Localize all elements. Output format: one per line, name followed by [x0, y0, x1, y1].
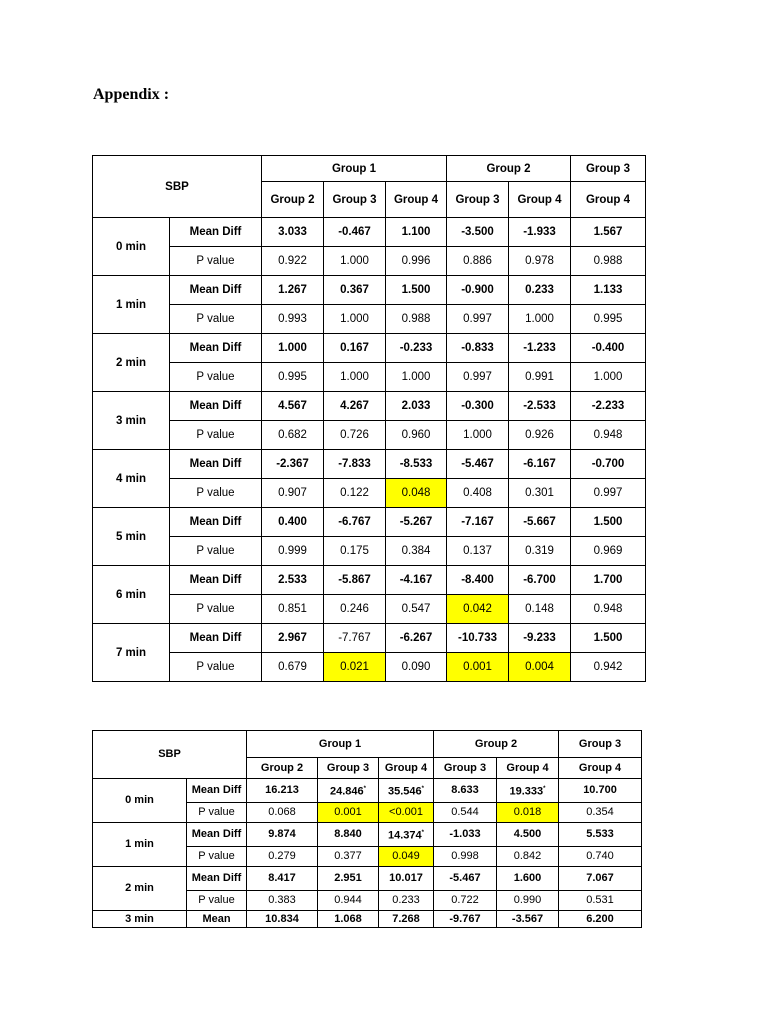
subgroup-header: Group 2 — [262, 182, 324, 218]
significance-marker: * — [543, 785, 546, 792]
mean-diff-cell — [318, 823, 379, 847]
mean-diff-cell — [559, 911, 642, 928]
mean-diff-value: 6.200 — [586, 912, 614, 925]
subgroup-header: Group 2 — [247, 758, 318, 779]
mean-diff-value: 7.268 — [392, 912, 420, 925]
p-value-cell: 0.377 — [318, 847, 379, 867]
p-value-cell: 0.942 — [571, 653, 646, 682]
metric-label: Mean Diff — [170, 508, 262, 537]
table-corner: SBP — [93, 731, 247, 779]
subgroup-header: Group 3 — [447, 182, 509, 218]
mean-diff-value: 10.700 — [583, 784, 617, 796]
mean-diff-cell — [318, 779, 379, 803]
p-value-cell: 0.907 — [262, 479, 324, 508]
metric-label: P value — [170, 247, 262, 276]
mean-diff-cell — [434, 779, 497, 803]
metric-label: Mean Diff — [170, 218, 262, 247]
metric-label: Mean Diff — [187, 867, 247, 891]
time-label: 4 min — [93, 450, 170, 508]
subgroup-header: Group 3 — [434, 758, 497, 779]
mean-diff-cell — [497, 867, 559, 891]
mean-diff-value: 9.874 — [268, 828, 296, 840]
mean-diff-cell: -0.300 — [447, 392, 509, 421]
table-row — [93, 276, 646, 305]
mean-diff-cell: 4.567 — [262, 392, 324, 421]
mean-diff-cell: -5.867 — [324, 566, 386, 595]
p-value-cell: 0.997 — [447, 305, 509, 334]
mean-diff-cell: -5.267 — [386, 508, 447, 537]
time-label: 2 min — [93, 867, 187, 911]
table-row — [93, 537, 646, 566]
p-value-cell: 0.354 — [559, 803, 642, 823]
mean-diff-value: 8.633 — [451, 784, 479, 796]
group-header: Group 2 — [447, 156, 571, 182]
metric-label: P value — [170, 595, 262, 624]
metric-label: P value — [170, 305, 262, 334]
mean-diff-cell: 0.367 — [324, 276, 386, 305]
time-label: 1 min — [93, 276, 170, 334]
mean-diff-cell — [434, 911, 497, 928]
p-value-cell: 0.175 — [324, 537, 386, 566]
mean-diff-value: 10.017 — [389, 872, 423, 884]
table-row — [93, 421, 646, 450]
subgroup-header: Group 3 — [324, 182, 386, 218]
time-label: 6 min — [93, 566, 170, 624]
metric-label: Mean Diff — [170, 276, 262, 305]
table-row — [93, 247, 646, 276]
p-value-cell: 0.544 — [434, 803, 497, 823]
p-value-cell: 0.993 — [262, 305, 324, 334]
mean-diff-value: -9.767 — [449, 912, 481, 925]
table-row — [93, 450, 646, 479]
time-label: 5 min — [93, 508, 170, 566]
mean-diff-cell — [379, 823, 434, 847]
mean-diff-cell — [379, 867, 434, 891]
mean-diff-cell: -8.533 — [386, 450, 447, 479]
p-value-cell: 0.978 — [509, 247, 571, 276]
table-row — [93, 624, 646, 653]
mean-diff-cell — [247, 779, 318, 803]
time-label: 3 min — [93, 911, 187, 928]
mean-diff-cell: -10.733 — [447, 624, 509, 653]
mean-diff-value: 35.546 — [388, 785, 422, 798]
mean-diff-cell: 1.500 — [571, 624, 646, 653]
metric-label: Mean Diff — [170, 624, 262, 653]
time-label: 0 min — [93, 779, 187, 823]
p-value-cell: 0.926 — [509, 421, 571, 450]
table-row — [93, 508, 646, 537]
mean-diff-cell — [497, 823, 559, 847]
p-value-cell: 0.886 — [447, 247, 509, 276]
p-value-cell: 0.722 — [434, 891, 497, 911]
p-value-cell: 0.999 — [262, 537, 324, 566]
subgroup-header: Group 3 — [318, 758, 379, 779]
group-header: Group 2 — [434, 731, 559, 758]
mean-diff-cell — [379, 779, 434, 803]
subgroup-header: Group 4 — [379, 758, 434, 779]
mean-diff-cell: -7.833 — [324, 450, 386, 479]
p-value-cell: 0.998 — [434, 847, 497, 867]
mean-diff-value: -5.467 — [449, 872, 481, 884]
metric-label: Mean Diff — [170, 392, 262, 421]
p-value-cell: 0.001 — [447, 653, 509, 682]
mean-diff-cell: -2.233 — [571, 392, 646, 421]
p-value-cell: 0.049 — [379, 847, 434, 867]
mean-diff-cell — [247, 823, 318, 847]
metric-label: P value — [170, 421, 262, 450]
mean-diff-value: 7.067 — [586, 872, 614, 884]
table-row — [93, 218, 646, 247]
p-value-cell: 0.408 — [447, 479, 509, 508]
p-value-cell: 0.996 — [386, 247, 447, 276]
p-value-cell: 0.922 — [262, 247, 324, 276]
mean-diff-value: 16.213 — [265, 784, 299, 796]
p-value-cell: 1.000 — [324, 247, 386, 276]
mean-diff-value: 1.068 — [334, 912, 362, 925]
table-row — [93, 867, 642, 891]
table-row — [93, 363, 646, 392]
mean-diff-cell: 1.500 — [571, 508, 646, 537]
mean-diff-cell: -6.167 — [509, 450, 571, 479]
p-value-cell: 0.018 — [497, 803, 559, 823]
group-header: Group 1 — [247, 731, 434, 758]
mean-diff-cell: 2.533 — [262, 566, 324, 595]
metric-label: Mean — [187, 911, 247, 928]
p-value-cell: 0.842 — [497, 847, 559, 867]
mean-diff-cell — [247, 911, 318, 928]
p-value-cell: 0.991 — [509, 363, 571, 392]
mean-diff-value: 4.500 — [513, 828, 542, 840]
p-value-cell: 0.988 — [386, 305, 447, 334]
table-row — [93, 595, 646, 624]
mean-diff-value: -3.567 — [511, 912, 544, 925]
p-value-cell: 0.279 — [247, 847, 318, 867]
metric-label: Mean Diff — [170, 566, 262, 595]
p-value-cell: 0.851 — [262, 595, 324, 624]
mean-diff-cell: 1.700 — [571, 566, 646, 595]
p-value-cell: 0.068 — [247, 803, 318, 823]
p-value-cell: 1.000 — [447, 421, 509, 450]
metric-label: P value — [170, 363, 262, 392]
mean-diff-cell: -8.400 — [447, 566, 509, 595]
mean-diff-cell — [497, 779, 559, 803]
mean-diff-value: 19.333 — [509, 785, 544, 798]
mean-diff-cell: -3.500 — [447, 218, 509, 247]
mean-diff-cell: 1.267 — [262, 276, 324, 305]
table-corner: SBP — [93, 156, 262, 218]
mean-diff-cell — [434, 823, 497, 847]
mean-diff-cell — [497, 911, 559, 928]
time-label: 1 min — [93, 823, 187, 867]
time-label: 3 min — [93, 392, 170, 450]
p-value-cell: 0.001 — [318, 803, 379, 823]
mean-diff-cell — [559, 823, 642, 847]
mean-diff-cell: -6.700 — [509, 566, 571, 595]
p-value-cell: 0.995 — [571, 305, 646, 334]
p-value-cell: 0.682 — [262, 421, 324, 450]
mean-diff-value: 8.840 — [334, 828, 362, 840]
mean-diff-cell: 2.033 — [386, 392, 447, 421]
metric-label: P value — [170, 479, 262, 508]
p-value-cell: 1.000 — [509, 305, 571, 334]
metric-label: P value — [187, 891, 247, 911]
metric-label: P value — [187, 847, 247, 867]
metric-label: P value — [170, 653, 262, 682]
mean-diff-cell: -2.367 — [262, 450, 324, 479]
mean-diff-value: 24.846 — [330, 785, 364, 798]
metric-label: Mean Diff — [187, 823, 247, 847]
mean-diff-cell — [247, 867, 318, 891]
p-value-cell: 0.383 — [247, 891, 318, 911]
mean-diff-cell: -4.167 — [386, 566, 447, 595]
group-header: Group 3 — [571, 156, 646, 182]
table-row — [93, 823, 642, 847]
sbp-table-2 — [92, 730, 642, 928]
subgroup-header: Group 4 — [509, 182, 571, 218]
mean-diff-cell: -0.233 — [386, 334, 447, 363]
mean-diff-cell — [318, 867, 379, 891]
mean-diff-value: 1.600 — [513, 872, 542, 884]
mean-diff-cell: 0.233 — [509, 276, 571, 305]
p-value-cell: 0.004 — [509, 653, 571, 682]
mean-diff-cell: -1.933 — [509, 218, 571, 247]
mean-diff-cell: -5.667 — [509, 508, 571, 537]
p-value-cell: 0.679 — [262, 653, 324, 682]
p-value-cell: 0.997 — [571, 479, 646, 508]
subgroup-header: Group 4 — [497, 758, 559, 779]
table-row — [93, 779, 642, 803]
mean-diff-value: 2.951 — [334, 872, 362, 884]
significance-marker: * — [363, 785, 366, 792]
significance-marker: * — [421, 829, 424, 836]
p-value-cell: 0.246 — [324, 595, 386, 624]
p-value-cell: 0.531 — [559, 891, 642, 911]
mean-diff-value: 8.417 — [268, 872, 296, 884]
mean-diff-cell — [559, 779, 642, 803]
time-label: 0 min — [93, 218, 170, 276]
p-value-cell: 1.000 — [324, 305, 386, 334]
group-header: Group 3 — [559, 731, 642, 758]
sbp-table-1 — [92, 155, 646, 682]
mean-diff-cell: -9.233 — [509, 624, 571, 653]
p-value-cell: <0.001 — [379, 803, 434, 823]
mean-diff-value: 10.834 — [265, 912, 299, 925]
mean-diff-cell: -1.233 — [509, 334, 571, 363]
p-value-cell: 0.948 — [571, 595, 646, 624]
subgroup-header: Group 4 — [386, 182, 447, 218]
p-value-cell: 1.000 — [571, 363, 646, 392]
p-value-cell: 0.740 — [559, 847, 642, 867]
p-value-cell: 0.233 — [379, 891, 434, 911]
mean-diff-cell — [379, 911, 434, 928]
p-value-cell: 0.726 — [324, 421, 386, 450]
p-value-cell: 0.122 — [324, 479, 386, 508]
table-row — [93, 653, 646, 682]
p-value-cell: 0.148 — [509, 595, 571, 624]
p-value-cell: 0.137 — [447, 537, 509, 566]
p-value-cell: 0.021 — [324, 653, 386, 682]
p-value-cell: 0.969 — [571, 537, 646, 566]
metric-label: Mean Diff — [170, 334, 262, 363]
p-value-cell: 0.960 — [386, 421, 447, 450]
p-value-cell: 0.944 — [318, 891, 379, 911]
p-value-cell: 0.319 — [509, 537, 571, 566]
time-label: 7 min — [93, 624, 170, 682]
table-row — [93, 479, 646, 508]
mean-diff-cell: -5.467 — [447, 450, 509, 479]
metric-label: P value — [170, 537, 262, 566]
mean-diff-cell — [559, 867, 642, 891]
p-value-cell: 0.988 — [571, 247, 646, 276]
mean-diff-cell: 1.133 — [571, 276, 646, 305]
mean-diff-cell: -0.833 — [447, 334, 509, 363]
p-value-cell: 0.048 — [386, 479, 447, 508]
p-value-cell: 0.547 — [386, 595, 447, 624]
mean-diff-cell: 1.500 — [386, 276, 447, 305]
mean-diff-cell: -6.267 — [386, 624, 447, 653]
p-value-cell: 0.090 — [386, 653, 447, 682]
mean-diff-cell: -0.900 — [447, 276, 509, 305]
p-value-cell: 0.948 — [571, 421, 646, 450]
p-value-cell: 1.000 — [386, 363, 447, 392]
mean-diff-cell: 0.167 — [324, 334, 386, 363]
mean-diff-cell: 3.033 — [262, 218, 324, 247]
p-value-cell: 0.301 — [509, 479, 571, 508]
mean-diff-cell: 1.000 — [262, 334, 324, 363]
group-header: Group 1 — [262, 156, 447, 182]
table-row — [93, 911, 642, 928]
mean-diff-cell: -0.700 — [571, 450, 646, 479]
mean-diff-cell: 1.100 — [386, 218, 447, 247]
p-value-cell: 0.042 — [447, 595, 509, 624]
mean-diff-cell: -7.167 — [447, 508, 509, 537]
p-value-cell: 0.990 — [497, 891, 559, 911]
mean-diff-cell: 2.967 — [262, 624, 324, 653]
time-label: 2 min — [93, 334, 170, 392]
table-row — [93, 334, 646, 363]
appendix-title: Appendix : — [93, 86, 170, 103]
table-row — [93, 392, 646, 421]
subgroup-header: Group 4 — [559, 758, 642, 779]
significance-marker: * — [421, 785, 424, 792]
mean-diff-cell: 4.267 — [324, 392, 386, 421]
mean-diff-cell — [434, 867, 497, 891]
metric-label: Mean Diff — [187, 779, 247, 803]
table-row — [93, 305, 646, 334]
mean-diff-cell: 1.567 — [571, 218, 646, 247]
mean-diff-value: 5.533 — [586, 828, 614, 840]
metric-label: Mean Diff — [170, 450, 262, 479]
p-value-cell: 0.995 — [262, 363, 324, 392]
p-value-cell: 1.000 — [324, 363, 386, 392]
mean-diff-cell: -7.767 — [324, 624, 386, 653]
mean-diff-cell: -6.767 — [324, 508, 386, 537]
subgroup-header: Group 4 — [571, 182, 646, 218]
mean-diff-cell: 0.400 — [262, 508, 324, 537]
mean-diff-value: 14.374 — [388, 829, 422, 842]
p-value-cell: 0.997 — [447, 363, 509, 392]
mean-diff-cell — [318, 911, 379, 928]
p-value-cell: 0.384 — [386, 537, 447, 566]
table-row — [93, 566, 646, 595]
mean-diff-cell: -2.533 — [509, 392, 571, 421]
mean-diff-value: -1.033 — [449, 828, 481, 840]
mean-diff-cell: -0.400 — [571, 334, 646, 363]
mean-diff-cell: -0.467 — [324, 218, 386, 247]
metric-label: P value — [187, 803, 247, 823]
